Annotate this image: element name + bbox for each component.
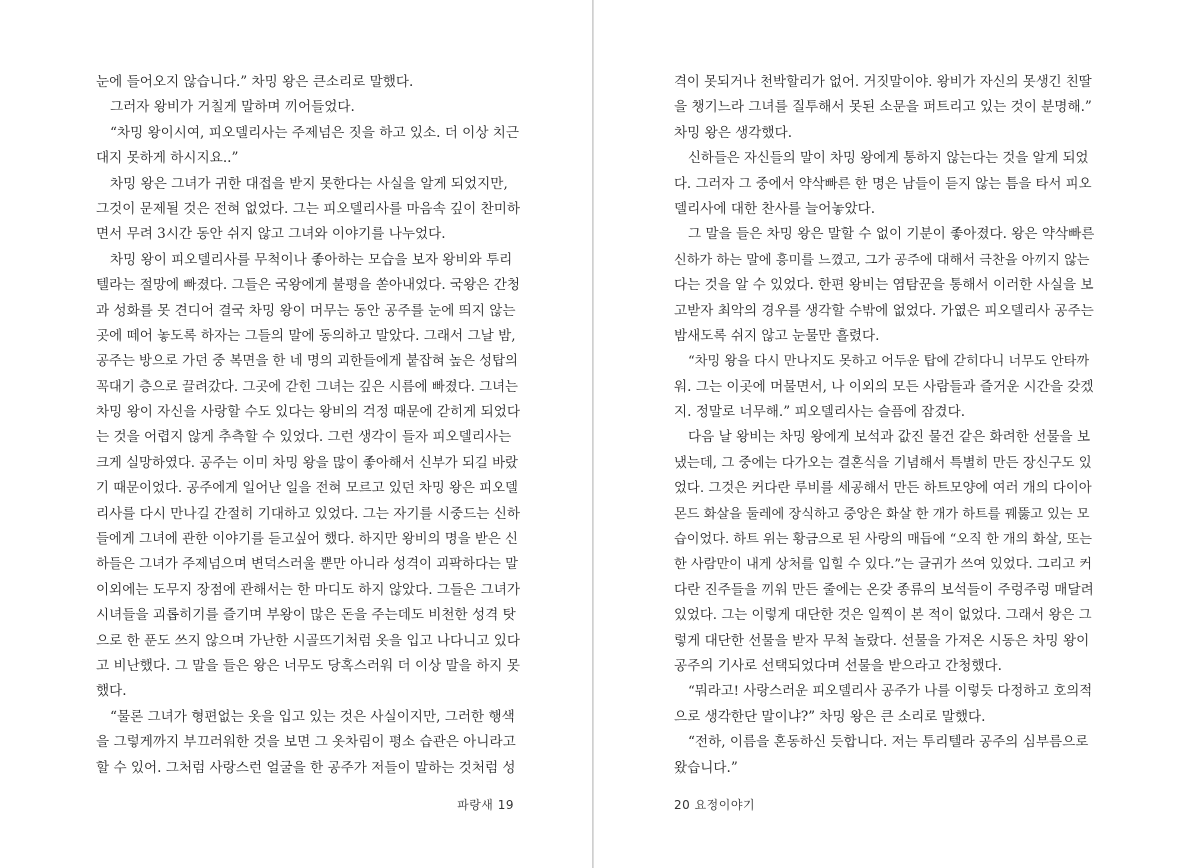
text-line: 으로 생각한단 말이냐?” 차밍 왕은 큰 소리로 말했다. — [674, 708, 986, 725]
text-line: 한 사람만이 내게 상처를 입힐 수 있다.”는 글귀가 쓰여 있었다. 그리고 커 — [674, 557, 1092, 573]
text-line: 눈에 들어오지 않습니다.” 차밍 왕은 큰소리로 말했다. — [96, 74, 414, 90]
text-line: 할 수 있어. 그처럼 사랑스런 얼굴을 한 공주가 저들이 말하는 것처럼 성 — [96, 759, 516, 776]
text-line: “전하, 이름을 혼동하신 듯합니다. 저는 투리텔라 공주의 심부름으로 — [688, 734, 1089, 751]
text-line: 신하가 하는 말에 흥미를 느꼈고, 그가 공주에 대해서 극찬을 아끼지 않는 — [674, 252, 1090, 268]
text-line: 그러자 왕비가 거칠게 말하며 끼어들었다. — [110, 99, 355, 116]
text-line: “물론 그녀가 형편없는 옷을 입고 있는 것은 사실이지만, 그러한 행색 — [110, 708, 515, 725]
left-page-footer: 파랑새 19 — [457, 798, 514, 812]
text-line: 기 때문이었다. 공주에게 일어난 일을 전혀 모르고 있던 차밍 왕은 피오델 — [96, 481, 518, 497]
text-line: 밤새도록 쉬지 않고 눈물만 흘렸다. — [674, 327, 880, 344]
text-line: 격이 못되거나 천박할리가 없어. 거짓말이야. 왕비가 자신의 못생긴 친딸 — [674, 75, 1092, 90]
text-line: 차밍 왕은 생각했다. — [674, 124, 793, 141]
text-line: 냈는데, 그 중에는 다가오는 결혼식을 기념해서 특별히 만든 장신구도 있 — [674, 455, 1092, 471]
text-line: “차밍 왕이시여, 피오델리사는 주제넘은 짓을 하고 있소. 더 이상 치근 — [110, 124, 520, 141]
text-line: 리사를 다시 만나길 간절히 기대하고 있었다. 그는 자기를 시중드는 신하 — [96, 505, 520, 522]
text-line: 었다. 그것은 커다란 루비를 세공해서 만든 하트모양에 여러 개의 다이아 — [674, 481, 1092, 497]
text-line: 는 것을 어렵지 않게 추측할 수 있었다. 그런 생각이 들자 피오델리사는 — [96, 429, 512, 446]
text-line: 워. 그는 이곳에 머물면서, 나 이외의 모든 사람들과 즐거운 시간을 갖겠 — [674, 378, 1094, 395]
text-line: 차밍 왕이 자신을 사랑할 수도 있다는 왕비의 걱정 때문에 갇히게 되었다 — [96, 404, 520, 421]
text-line: 신하들은 자신들의 말이 차밍 왕에게 통하지 않는다는 것을 알게 되었 — [688, 151, 1089, 167]
text-line: “차밍 왕을 다시 만나지도 못하고 어두운 탑에 갇히다니 너무도 안타까 — [688, 354, 1090, 370]
text-line: 다는 것을 알 수 있었다. 한편 왕비는 염탐꾼을 통해서 이러한 사실을 보 — [674, 277, 1094, 294]
text-line: 면서 무려 3시간 동안 쉬지 않고 그녀와 이야기를 나누었다. — [96, 226, 446, 243]
text-line: 델리사에 대한 찬사를 늘어놓았다. — [674, 200, 876, 217]
text-line: 이외에는 도무지 장점에 관해서는 한 마디도 하지 않았다. 그들은 그녀가 — [96, 581, 520, 598]
text-line: 다란 진주들을 끼워 만든 줄에는 온갖 종류의 보석들이 주렁주렁 매달려 — [674, 581, 1094, 598]
right-page — [594, 0, 1186, 868]
right-page-body — [674, 70, 1094, 781]
text-line: 있었다. 그는 이렇게 대단한 것은 일찍이 본 적이 없었다. 그래서 왕은 그 — [674, 608, 1092, 624]
text-line: 습이었다. 하트 위는 황금으로 된 사랑의 매듭에 “오직 한 개의 화살, 또는 — [674, 532, 1092, 548]
text-line: 대지 못하게 하시지요..” — [96, 150, 239, 167]
text-line: 텔라는 절망에 빠졌다. 그들은 국왕에게 불평을 쏟아내었다. 국왕은 간청 — [96, 277, 520, 294]
text-line: 렇게 대단한 선물을 받자 무척 놀랐다. 선물을 가져온 시동은 차밍 왕이 — [674, 632, 1090, 649]
text-line: 차밍 왕이 피오델리사를 무척이나 좋아하는 모습을 보자 왕비와 투리 — [110, 251, 513, 268]
text-line: 공주의 기사로 선택되었다며 선물을 받으라고 간청했다. — [674, 657, 1002, 674]
text-line: 다음 날 왕비는 차밍 왕에게 보석과 값진 물건 같은 화려한 선물을 보 — [688, 429, 1091, 446]
left-page-body — [96, 70, 520, 781]
text-line: 그 말을 들은 차밍 왕은 말할 수 없이 기분이 좋아졌다. 왕은 약삭빠른 — [688, 226, 1094, 243]
text-line: 다. 그러자 그 중에서 약삭빠른 한 명은 남들이 듣지 않는 틈을 타서 피오 — [674, 176, 1092, 192]
text-line: 그것이 문제될 것은 전혀 없었다. 그는 피오델리사를 마음속 깊이 찬미하 — [96, 200, 520, 217]
text-line: 했다. — [96, 683, 127, 700]
text-line: 하들은 그녀가 주제넘으며 변덕스러울 뿐만 아니라 성격이 괴팍하다는 말 — [96, 557, 519, 573]
text-line: 크게 실망하였다. 공주는 이미 차밍 왕을 많이 좋아해서 신부가 되길 바랐 — [96, 455, 518, 471]
text-line: 으로 한 푼도 쓰지 않으며 가난한 시골뜨기처럼 옷을 입고 나다니고 있다 — [96, 632, 520, 649]
text-line: 을 챙기느라 그녀를 질투해서 못된 소문을 퍼트리고 있는 것이 분명해.” — [674, 99, 1092, 116]
text-line: 공주는 방으로 가던 중 복면을 한 네 명의 괴한들에게 붙잡혀 높은 성탑의 — [96, 354, 518, 370]
text-line: 몬드 화살을 둘레에 장식하고 중앙은 화살 한 개가 하트를 꿰뚫고 있는 모 — [674, 506, 1090, 522]
text-line: “뭐라고! 사랑스러운 피오델리사 공주가 나를 이렇듯 다정하고 호의적 — [688, 684, 1093, 700]
left-page — [0, 0, 592, 868]
right-page-footer: 20 요정이야기 — [674, 798, 756, 812]
text-line: 과 성화를 못 견디어 결국 차밍 왕이 머무는 동안 공주를 눈에 띄지 않는 — [96, 302, 516, 319]
text-line: 고받자 최악의 경우를 생각할 수밖에 없었다. 가엾은 피오델리사 공주는 — [674, 302, 1094, 319]
text-line: 차밍 왕은 그녀가 귀한 대접을 받지 못한다는 사실을 알게 되었지만, — [110, 175, 508, 192]
text-line: 곳에 떼어 놓도록 하자는 그들의 말에 동의하고 말았다. 그래서 그날 밤, — [96, 327, 516, 344]
text-line: 들에게 그녀에 관한 이야기를 듣고싶어 했다. 하지만 왕비의 명을 받은 신 — [96, 532, 518, 548]
text-line: 꼭대기 층으로 끌려갔다. 그곳에 갇힌 그녀는 깊은 시름에 빠졌다. 그녀는 — [96, 379, 518, 395]
text-line: 고 비난했다. 그 말을 들은 왕은 너무도 당혹스러워 더 이상 말을 하지 못 — [96, 657, 520, 674]
text-line: 을 그렇게까지 부끄러워한 것을 보면 그 옷차림이 평소 습관은 아니라고 — [96, 734, 516, 751]
text-line: 왔습니다.” — [674, 759, 738, 776]
text-line: 시녀들을 괴롭히기를 즐기며 부왕이 많은 돈을 주는데도 비천한 성격 탓 — [96, 607, 516, 624]
text-line: 지. 정말로 너무해.” 피오델리사는 슬픔에 잠겼다. — [674, 404, 966, 421]
